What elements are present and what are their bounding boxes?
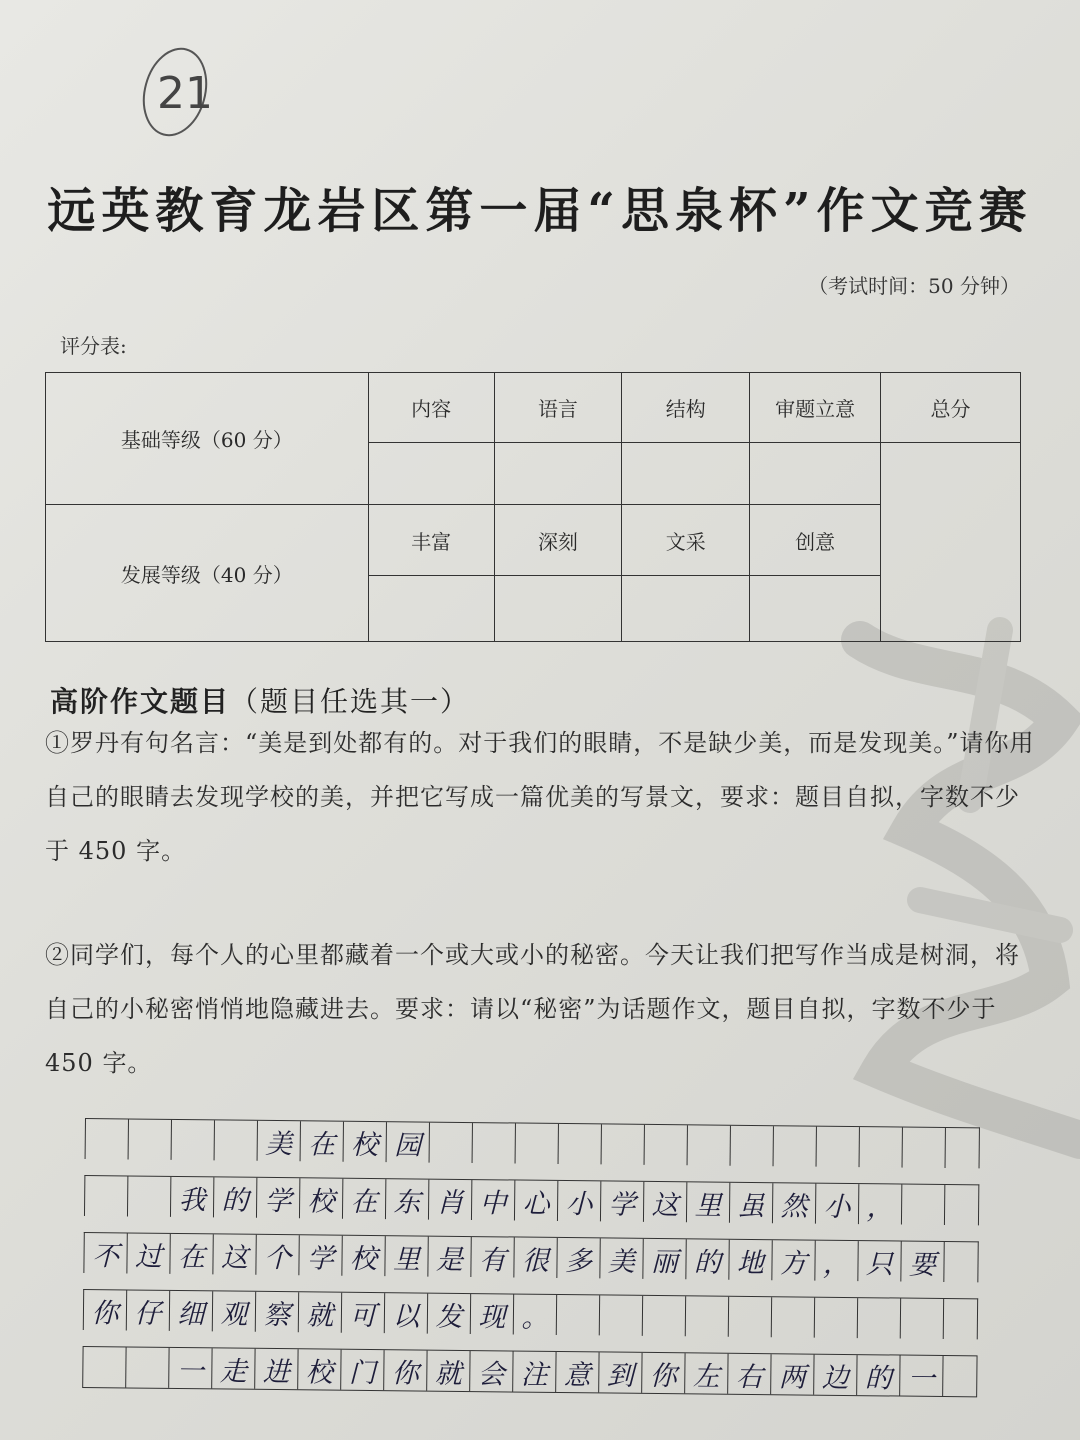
score-header-topic: 审题立意 [750,373,881,443]
grid-cell[interactable]: 就 [299,1292,342,1332]
grid-cell[interactable]: 不 [84,1233,127,1273]
grid-cell[interactable] [688,1125,731,1165]
grid-cell[interactable]: 的 [214,1177,257,1217]
page-title: 远英教育龙岩区第一届“思泉杯”作文竞赛 [47,183,1033,239]
score-header-language: 语言 [494,373,622,443]
grid-cell[interactable] [903,1128,946,1168]
grid-cell[interactable] [83,1347,126,1387]
grid-cell[interactable]: 然 [773,1183,816,1223]
grid-cell[interactable]: 丽 [643,1239,686,1279]
grid-cell[interactable]: 校 [298,1349,341,1389]
score-header-creativity: 创意 [750,505,881,575]
grid-cell[interactable] [774,1126,817,1166]
score-header-richness: 丰富 [368,505,494,575]
svg-text:21: 21 [157,68,213,119]
section-title [50,680,470,720]
grid-cell[interactable]: 要 [901,1242,944,1282]
basic-level-label: 基础等级（60 分） [46,373,369,505]
grid-row [82,1346,977,1397]
grid-cell[interactable] [600,1295,643,1335]
dev-level-label: 发展等级（40 分） [46,505,369,642]
grid-cell[interactable]: 在 [343,1179,386,1219]
grid-cell[interactable]: 只 [858,1241,901,1281]
grid-row [83,1232,978,1282]
score-header-content: 内容 [368,373,494,443]
grid-cell[interactable] [860,1127,903,1167]
grid-cell[interactable] [946,1128,989,1168]
grid-row [83,1289,978,1339]
grid-cell[interactable]: 里 [687,1182,730,1222]
grid-cell[interactable]: 这 [644,1182,687,1222]
score-cell[interactable] [750,443,881,505]
grid-cell[interactable] [516,1124,559,1164]
score-cell[interactable] [368,443,494,505]
score-cell[interactable] [368,575,494,641]
grid-cell[interactable]: 你 [84,1290,127,1330]
grid-cell[interactable]: 美 [258,1121,301,1161]
grid-cell[interactable]: 这 [213,1234,256,1274]
grid-cell[interactable]: 里 [385,1236,428,1276]
grid-cell[interactable] [129,1119,172,1159]
prompt-2: ②同学们，每个人的心里都藏着一个或大或小的秘密。今天让我们把写作当成是树洞，将自己的小秘密悄悄地隐藏进去。要求：请以“秘密”为话题作文，题目自拟，字数不少于 450 字。 [45,941,1020,1077]
grid-cell[interactable]: 学 [601,1181,644,1221]
grid-cell[interactable] [815,1298,858,1338]
grid-cell[interactable]: 注 [513,1352,556,1392]
score-cell[interactable] [750,575,881,641]
grid-cell[interactable] [85,1176,128,1216]
grid-cell[interactable]: 你 [384,1350,427,1390]
score-header-style: 文采 [622,505,750,575]
grid-cell[interactable] [215,1120,258,1160]
grid-cell[interactable] [686,1296,729,1336]
grid-cell[interactable]: 肖 [429,1180,472,1220]
grid-cell[interactable] [943,1356,986,1396]
grid-cell[interactable] [645,1125,688,1165]
grid-cell[interactable]: 左 [685,1353,728,1393]
score-table-label: 评分表: [60,334,127,358]
grid-cell[interactable] [858,1298,901,1338]
grid-cell[interactable]: 就 [427,1351,470,1391]
grid-cell[interactable] [729,1297,772,1337]
score-cell[interactable] [494,443,622,505]
grid-cell[interactable] [430,1123,473,1163]
grid-cell[interactable]: 园 [387,1122,430,1162]
grid-cell[interactable]: 美 [600,1238,643,1278]
grid-cell[interactable]: 细 [170,1291,213,1331]
grid-cell[interactable] [817,1127,860,1167]
grid-cell[interactable] [643,1296,686,1336]
grid-cell[interactable]: 东 [386,1179,429,1219]
grid-cell[interactable]: 地 [729,1240,772,1280]
grid-cell[interactable]: 我 [171,1177,214,1217]
grid-cell[interactable]: 方 [772,1240,815,1280]
grid-cell[interactable]: 门 [341,1350,384,1390]
grid-cell[interactable]: 是 [428,1237,471,1277]
grid-cell[interactable] [126,1347,169,1387]
grid-cell[interactable]: 观 [213,1291,256,1331]
grid-cell[interactable]: 一 [169,1348,212,1388]
score-cell[interactable] [494,575,622,641]
score-cell[interactable] [622,575,750,641]
grid-cell[interactable]: 可 [342,1293,385,1333]
grid-cell[interactable]: 两 [771,1354,814,1394]
grid-cell[interactable]: ， [859,1184,902,1224]
score-header-depth: 深刻 [494,505,622,575]
score-table [45,372,1021,642]
grid-cell[interactable]: 察 [256,1292,299,1332]
grid-row [84,1175,979,1225]
grid-cell[interactable] [772,1297,815,1337]
grid-cell[interactable]: 心 [515,1181,558,1221]
grid-cell[interactable]: 以 [385,1293,428,1333]
grid-row [85,1118,980,1168]
grid-cell[interactable]: 的 [686,1239,729,1279]
grid-cell[interactable]: 现 [471,1294,514,1334]
section-note: （题目任选其一） [230,685,471,718]
grid-cell[interactable]: 小 [816,1184,859,1224]
handwritten-number-mark [135,30,215,140]
grid-cell[interactable]: 很 [514,1238,557,1278]
grid-cell[interactable]: 校 [342,1236,385,1276]
grid-cell[interactable] [901,1299,944,1339]
grid-cell[interactable]: 学 [257,1178,300,1218]
score-cell[interactable] [622,443,750,505]
grid-cell[interactable]: 中 [472,1180,515,1220]
grid-cell[interactable]: 个 [256,1235,299,1275]
grid-cell[interactable] [86,1119,129,1159]
exam-time: （考试时间：50 分钟） [808,274,1020,298]
grid-cell[interactable]: 学 [299,1235,342,1275]
grid-cell[interactable]: 会 [470,1351,513,1391]
grid-cell[interactable] [944,1299,987,1339]
grid-cell[interactable]: 有 [471,1237,514,1277]
score-header-structure: 结构 [622,373,750,443]
score-header-total: 总分 [881,373,1021,443]
grid-cell[interactable]: 校 [300,1178,343,1218]
grid-cell[interactable]: 意 [556,1352,599,1392]
grid-cell[interactable]: 右 [728,1354,771,1394]
grid-cell[interactable] [172,1120,215,1160]
grid-cell[interactable]: 的 [857,1355,900,1395]
grid-cell[interactable]: 在 [301,1121,344,1161]
grid-cell[interactable]: 边 [814,1355,857,1395]
grid-cell[interactable]: 在 [170,1234,213,1274]
grid-cell[interactable]: 进 [255,1349,298,1389]
total-score-cell[interactable] [881,443,1021,642]
grid-cell[interactable]: 一 [900,1356,943,1396]
grid-cell[interactable]: 到 [599,1352,642,1392]
grid-cell[interactable] [902,1185,945,1225]
grid-cell[interactable] [731,1126,774,1166]
grid-cell[interactable] [128,1176,171,1216]
grid-cell[interactable]: ， [815,1241,858,1281]
grid-cell[interactable] [557,1295,600,1335]
grid-cell[interactable] [944,1242,987,1282]
grid-cell[interactable]: 过 [127,1233,170,1273]
grid-cell[interactable]: 发 [428,1294,471,1334]
grid-cell[interactable] [559,1124,602,1164]
grid-cell[interactable] [602,1124,645,1164]
grid-cell[interactable]: 走 [212,1348,255,1388]
composition-grid[interactable] [82,1118,980,1395]
grid-cell[interactable]: 你 [642,1353,685,1393]
grid-cell[interactable]: 小 [558,1181,601,1221]
grid-cell[interactable]: 虽 [730,1183,773,1223]
grid-cell[interactable] [473,1123,516,1163]
grid-cell[interactable]: 多 [557,1238,600,1278]
grid-cell[interactable] [945,1185,988,1225]
grid-cell[interactable]: 校 [344,1122,387,1162]
grid-cell[interactable]: 。 [514,1295,557,1335]
section-heading: 高阶作文题目 [50,685,231,718]
prompt-1: ①罗丹有句名言：“美是到处都有的。对于我们的眼睛，不是缺少美，而是发现美。”请你用自己的眼睛去发现学校的美，并把它写成一篇优美的写景文，要求：题目自拟，字数不少于 450 字。 [45,729,1035,865]
grid-cell[interactable]: 仔 [127,1290,170,1330]
